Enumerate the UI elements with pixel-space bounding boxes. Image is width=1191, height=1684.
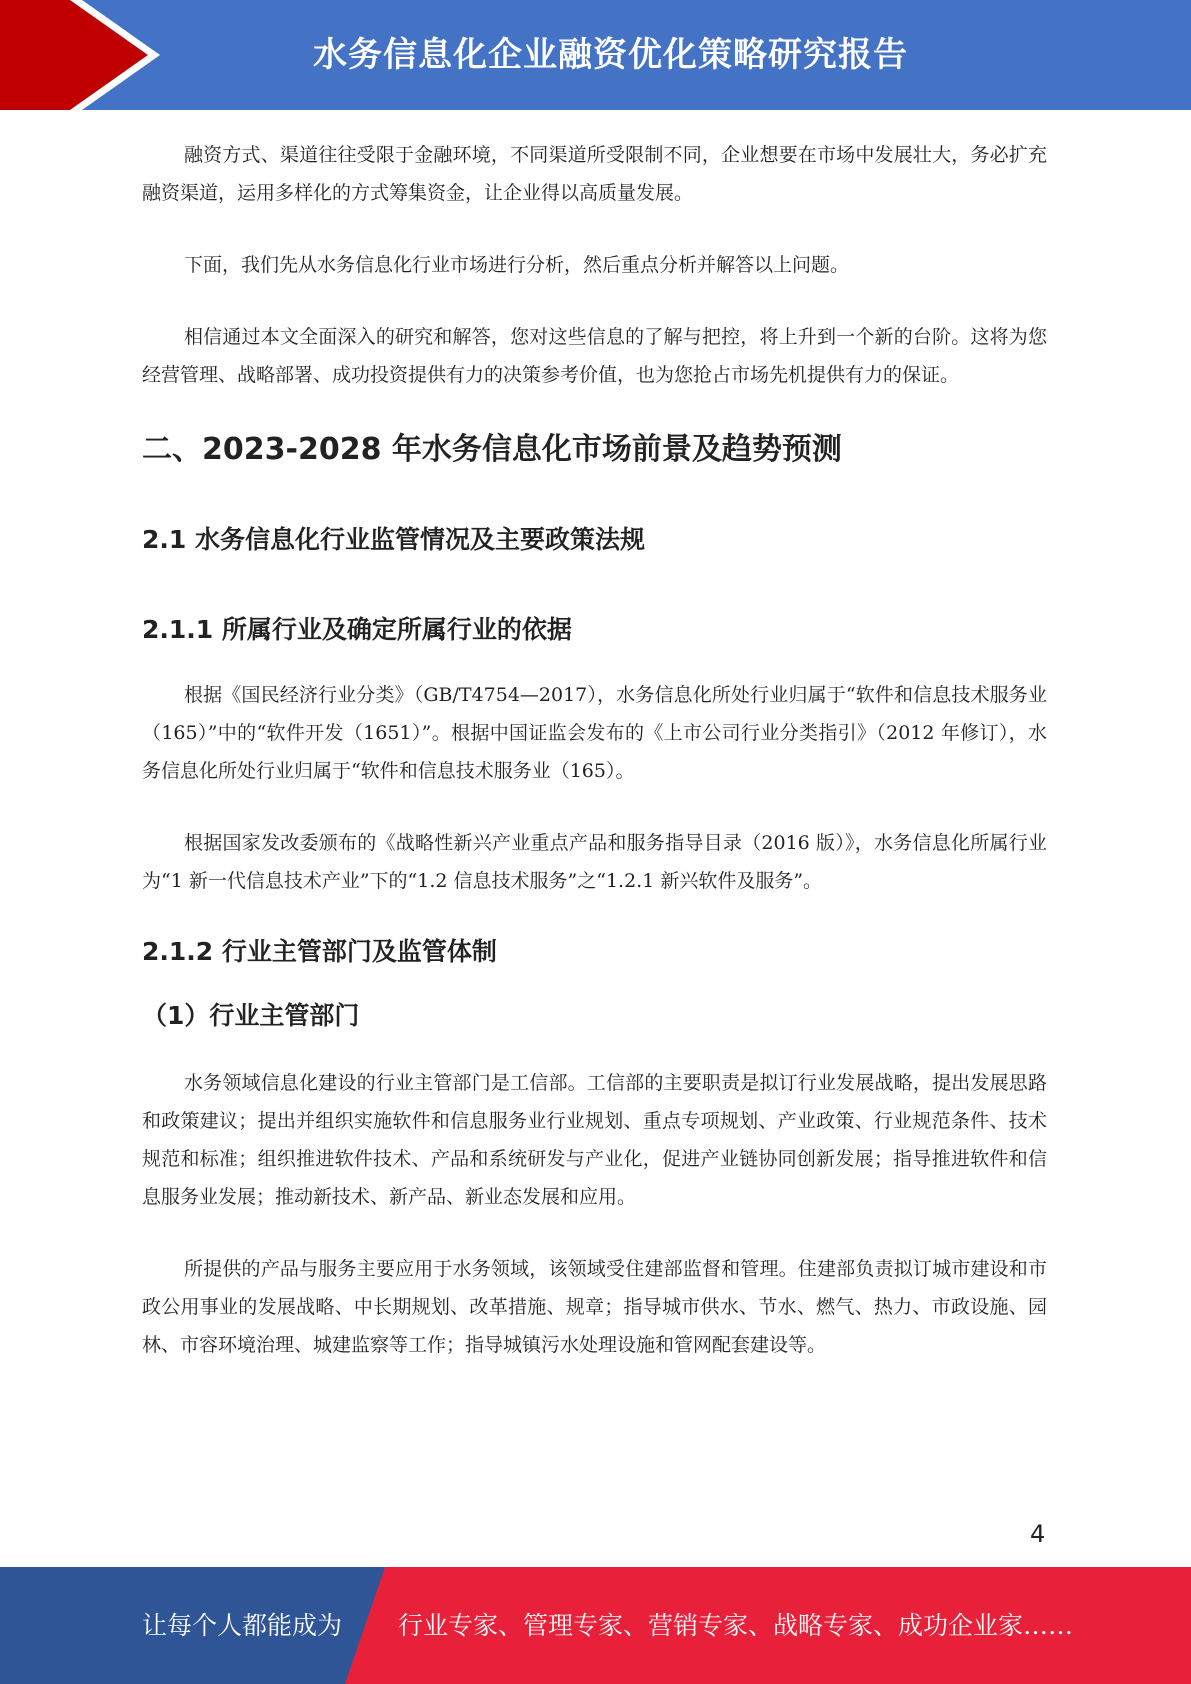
page-footer [0,1567,1191,1684]
page-content [142,136,1047,1398]
footer-slogan-left: 让每个人都能成为 [142,1611,343,1640]
subsubsection-heading: 2.1.2 行业主管部门及监管体制 [142,937,497,966]
paragraph: 所提供的产品与服务主要应用于水务领域，该领域受住建部监督和管理。住建部负责拟订城市建设和市政公用事业的发展战略、中长期规划、改革措施、规章；指导城市供水、节水、燃气、热力、市政设施、园林、市容环境治理、城建监察等工作；指导城镇污水处理设施和管网配套建设等。 [142,1258,1047,1356]
subsection-heading: 2.1 水务信息化行业监管情况及主要政策法规 [142,525,645,554]
paragraph: 相信通过本文全面深入的研究和解答，您对这些信息的了解与把控，将上升到一个新的台阶。这将为您经营管理、战略部署、成功投资提供有力的决策参考价值，也为您抢占市场先机提供有力的保证。 [142,326,1047,386]
page-number: 4 [1030,1520,1046,1548]
item-heading: （1）行业主管部门 [142,1001,360,1030]
page-header [0,0,1191,110]
subsubsection-heading: 2.1.1 所属行业及确定所属行业的依据 [142,615,572,644]
paragraph: 下面，我们先从水务信息化行业市场进行分析，然后重点分析并解答以上问题。 [184,254,850,276]
footer-slogan-right: 行业专家、管理专家、营销专家、战略专家、成功企业家…… [398,1611,1074,1640]
paragraph: 根据《国民经济行业分类》（GB/T4754—2017），水务信息化所处行业归属于“软件和信息技术服务业（165）”中的“软件开发（1651）”。根据中国证监会发布的《上市公司行业分类指引》（2012 年修订），水务信息化所处行业归属于“软件和信息技术服务业（165）。 [142,684,1047,782]
report-title: 水务信息化企业融资优化策略研究报告 [313,35,908,75]
section-heading: 二、2023-2028 年水务信息化市场前景及趋势预测 [142,432,842,467]
paragraph: 水务领域信息化建设的行业主管部门是工信部。工信部的主要职责是拟订行业发展战略，提出发展思路和政策建议；提出并组织实施软件和信息服务业行业规划、重点专项规划、产业政策、行业规范条件、技术规范和标准；组织推进软件技术、产品和系统研发与产业化，促进产业链协同创新发展；指导推进软件和信息服务业发展；推动新技术、新产品、新业态发展和应用。 [142,1072,1047,1208]
paragraph: 根据国家发改委颁布的《战略性新兴产业重点产品和服务指导目录（2016 版）》，水务信息化所属行业为“1 新一代信息技术产业”下的“1.2 信息技术服务”之“1.2.1 新兴软件及服务”。 [142,832,1047,892]
paragraph: 融资方式、渠道往往受限于金融环境，不同渠道所受限制不同，企业想要在市场中发展壮大，务必扩充融资渠道，运用多样化的方式筹集资金，让企业得以高质量发展。 [142,144,1047,204]
